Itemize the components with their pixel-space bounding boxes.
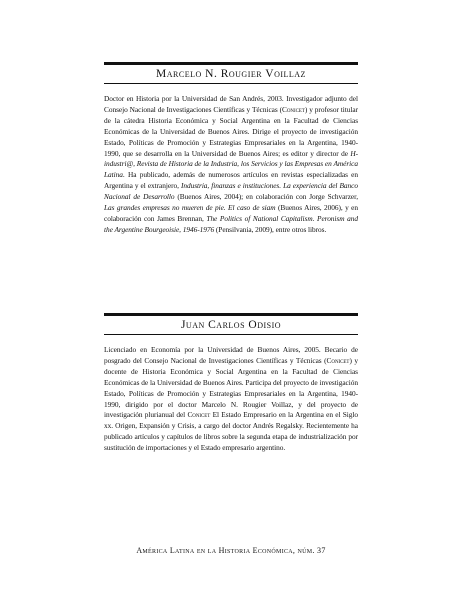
book-title: H-industri@, Revista de Historia de la Industria, los Servicios y las Empresas en América Latina bbox=[104, 148, 358, 180]
bio-text: Licenciado en Economía por la Universidad de Buenos Aires, 2005. Becario de posgrado del Consejo Nacional de Investigaciones Científicas y Técnicas ( bbox=[104, 345, 358, 365]
bio-text: ) y docente de Historia Económica y Social Argentina en la Facultad de Ciencias Económicas de la Universidad de Buenos Aires. Participa del proyecto de investigación Estado, Políticas de Promoción y Estrategias Empresariales en la Argentina, 1940-1990, dirigido por el doctor Marcelo N. Rougier Voillaz, y del proyecto de investigación plurianual del bbox=[104, 355, 358, 420]
author-bio bbox=[104, 345, 358, 454]
author-section-1 bbox=[104, 62, 358, 236]
bio-text: El Estado Empresario en la Argentina en el Siglo xx. Origen, Expansión y Crisis, a cargo del doctor Andrés Regalsky. Recientemente ha publicado artículos y capítulos de libros sobre la segunda etapa de industrialización por sustitución de importaciones y el Estado empresario argentino. bbox=[104, 410, 358, 453]
book-title: Las grandes empresas no mueren de pie. El caso de siam bbox=[104, 203, 276, 213]
bio-text: (Buenos Aires, 2004); en colaboración con Jorge Schvarzer, bbox=[174, 192, 359, 202]
author-name: Marcelo N. Rougier Voillaz bbox=[156, 68, 306, 80]
acronym: Conicet bbox=[282, 104, 305, 114]
running-footer: América Latina en la Historia Económica, núm. 37 bbox=[136, 546, 326, 555]
book-title: The Politics of National Capitalism. Peronism and the Argentine Bourgeoisie, 1946-1976 bbox=[104, 213, 359, 234]
author-name: Juan Carlos Odisio bbox=[180, 319, 282, 331]
bio-text: Doctor en Historia por la Universidad de San Andrés, 2003. Investigador adjunto del Consejo Nacional de Investigaciones Científicas y Técnicas ( bbox=[104, 94, 358, 114]
book-title: Industria, finanzas e instituciones. La experiencia del Banco Nacional de Desarrollo bbox=[104, 181, 358, 202]
bottom-rule bbox=[104, 83, 358, 84]
acronym: Conicet bbox=[326, 355, 350, 365]
bio-text: (Buenos Aires, 2006), y en colaboración con James Brennan, bbox=[104, 203, 358, 223]
bio-text: . Ha publicado, además de numerosos artículos en revistas especializadas en Argentina y el extranjero, bbox=[104, 170, 358, 191]
author-bio bbox=[104, 94, 358, 236]
bio-text: ) y profesor titular de la cátedra Historia Económica y Social Argentina en la Facultad de Ciencias Económicas de la Universidad de Buenos Aires. Dirige el proyecto de investigación Estado, Políticas de Promoción y Estrategias Empresariales en la Argentina, 1940-1990, que se desarrolla en la Universidad de Buenos Aires; es editor y director de bbox=[104, 104, 358, 158]
bottom-rule bbox=[104, 334, 358, 335]
acronym: Conicet bbox=[187, 410, 211, 420]
author-section-2 bbox=[104, 313, 358, 454]
bio-text: (Pensilvania, 2009), entre otros libros. bbox=[214, 224, 327, 234]
